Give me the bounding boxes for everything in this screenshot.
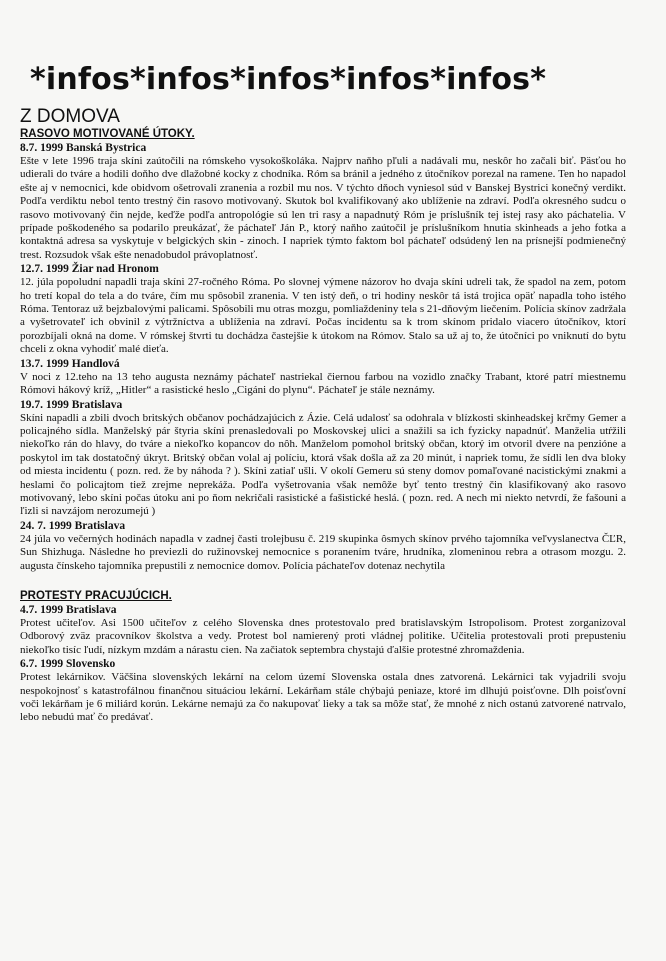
entry-text: Protest učiteľov. Asi 1500 učiteľov z celého Slovenska dnes protestovalo pred bratislavským Istropolisom. Protest zorganizoval Odborový zväz pracovníkov školstva a vedy. Protest bol namierený proti vládnej politike. Učitelia protestovali proti prepusteniu niekoľko tisíc ľudí, nízkym mzdám a nárastu cien. Na začiatok septembra chystajú ďalšie protestné zhromaždenia. <box>20 616 626 656</box>
entry-text: 12. júla popoludní napadli traja skíni 27-ročného Róma. Po slovnej výmene názorov ho dvaja skíni udreli tak, že spadol na zem, potom ho tretí kopal do tela a do tváre, čím mu spôsobil zranenia. V ten istý deň, o tri hodiny neskôr tá istá trojica opäť napadla toho istého Róma. Tentoraz už bejzbalovými palicami. Spôsobili mu otras mozgu, pomliaždeniny tela s 21-dňovým liečením. Polícia skínov zadržala a vyšetrovateľ ich obvinil z výtržníctva a ublíženia na zdraví. Počas incidentu sa k trom skínom pridalo viacero útočníkov, ktorí porozbíjali okná na dome. V rómskej štvrti tu dochádza častejšie k útokom na Rómov. Stalo sa už aj to, že útočníci po vniknutí do bytu chceli z okna vyhodiť malé dieťa. <box>20 276 626 356</box>
entry-date-place: 19.7. 1999 Bratislava <box>20 398 123 411</box>
entry-date-place: 8.7. 1999 Banská Bystrica <box>20 142 147 154</box>
entry-date-place: 13.7. 1999 Handlová <box>20 357 120 370</box>
group-heading-racial-attacks: RASOVO MOTIVOVANÉ ÚTOKY. <box>20 128 195 140</box>
section-title: Z DOMOVA <box>20 106 120 127</box>
group-heading-worker-protests: PROTESTY PRACUJÚCICH. <box>20 589 172 602</box>
entry-text: V noci z 12.teho na 13 teho augusta neznámy páchateľ nastriekal čiernou farbou na vozidlo značky Trabant, ktoré patrí miestnemu Rómovi hákový kríž, „Hitler“ a rasistické heslo „Cigáni do plynu“. Páchateľ je stále neznámy. <box>20 370 626 397</box>
entry-text: 24 júla vo večerných hodinách napadla v zadnej časti trolejbusu č. 219 skupinka ôsmych skínov prvého tajomníka veľvyslanectva ČĽR, Sun Shizhuga. Následne ho previezli do ružinovskej nemocnice s poranením tváre, hrudníka, zlomeninou rebra a otrasom mozgu. 2. augusta čínskeho tajomníka prepustili z nemocnice domov. Polícia páchateľov dotenaz nechytila <box>20 532 626 572</box>
entry-date-place: 12.7. 1999 Žiar nad Hronom <box>20 263 159 276</box>
entry-text: Protest lekárnikov. Väčšina slovenských lekární na celom území Slovenska ostala dnes zatvorená. Lekárnici tak vyjadrili svoju nespokojnosť s katastrofálnou finančnou situáciou lekární. Lekárňam stále chýbajú peniaze, ktoré im dlhujú poisťovne. Dlh poisťovní voči lekárňam je 6 miliárd korún. Lekárne nemajú za čo nakupovať lieky a tak sa môže stať, že mnohé z nich ostanú zatvorené natrvalo, lebo nebudú mať čo predávať. <box>20 671 626 724</box>
entry-date-place: 6.7. 1999 Slovensko <box>20 658 116 671</box>
masthead-banner: *infos*infos*infos*infos*infos* <box>30 62 547 97</box>
entry-date-place: 4.7. 1999 Bratislava <box>20 603 117 616</box>
entry-text: Ešte v lete 1996 traja skíni zaútočili na rómskeho vysokoškoláka. Najprv naňho pľuli a nadávali mu, neskôr ho začali biť. Päsťou ho udierali do tváre a hodili doňho dve dlažobné kocky z chodníka. Róm sa bránil a jedného z útočníkov porezal na ramene. Ten ho napadol ešte aj v nemocnici, kde obidvom ošetrovali zranenia a rozbil mu nos. V týchto dňoch vyniesol súd v Banskej Bystrici konečný verdikt. Podľa verdiktu nebol tento trestný čin rasovo motivovaný. Skutok bol kvalifikovaný ako ublíženie na zdraví. Podľa okresného sudcu o rasovo motivovaný čin nejde, keďže podľa antropológie sú len tri rasy a napadnutý Róm je príslušník tej istej rasy ako páchatelia. V prípade poškodeného sa podarilo preukázať, že páchateľ Ján P., ktorý naňho zaútočil je príslušníkom hnutia skinheads a jeho fotka a kontaktná adresa sa vyskytuje v belgických skin - zinoch. I napriek týmto faktom bol páchateľ odsúdený len na prísnejší podmienečný trest. Rozsudok však ešte nenadobudol právoplatnosť. <box>20 155 626 261</box>
entry-date-place: 24. 7. 1999 Bratislava <box>20 519 126 532</box>
entry-text: Skíni napadli a zbili dvoch britských občanov pochádzajúcich z Ázie. Celá udalosť sa odohrala v blízkosti skinheadskej krčmy Gemer a policajného sídla. Manželský pár štyria skíni prenasledovali po Moskovskej ulici a snažili sa ich fyzicky napadnúť. Manželia utŕžili niekoľko rán do hlavy, do tváre a niekoľko kopancov do nôh. Manželom pomohol britský občan, ktorý im otvoril dvere na penzióne a poskytol im tak dostatočný úkryt. Britský občan volal aj políciu, ktorá však došla až za 20 minút, i napriek tomu, že sídli len dva bloky od miesta incidentu ( pozn. red. že by náhoda ? ). Skíni zatiaľ ušli. V okolí Gemeru sú steny domov pomaľované nacistickými znakmi a heslami čo policajtom tiež zrejme neprekáža. Podľa vyšetrovania však nemôže byť tento trestný čin klasifikovaný ako rasovo motivovaný, lebo skíni počas útoku ani po ňom nekričali rasistické a fašistické heslá. ( pozn. red. A nech mi niekto netvrdí, že fašouni a ľizli si navzájom nerozumejú ) <box>20 411 626 518</box>
